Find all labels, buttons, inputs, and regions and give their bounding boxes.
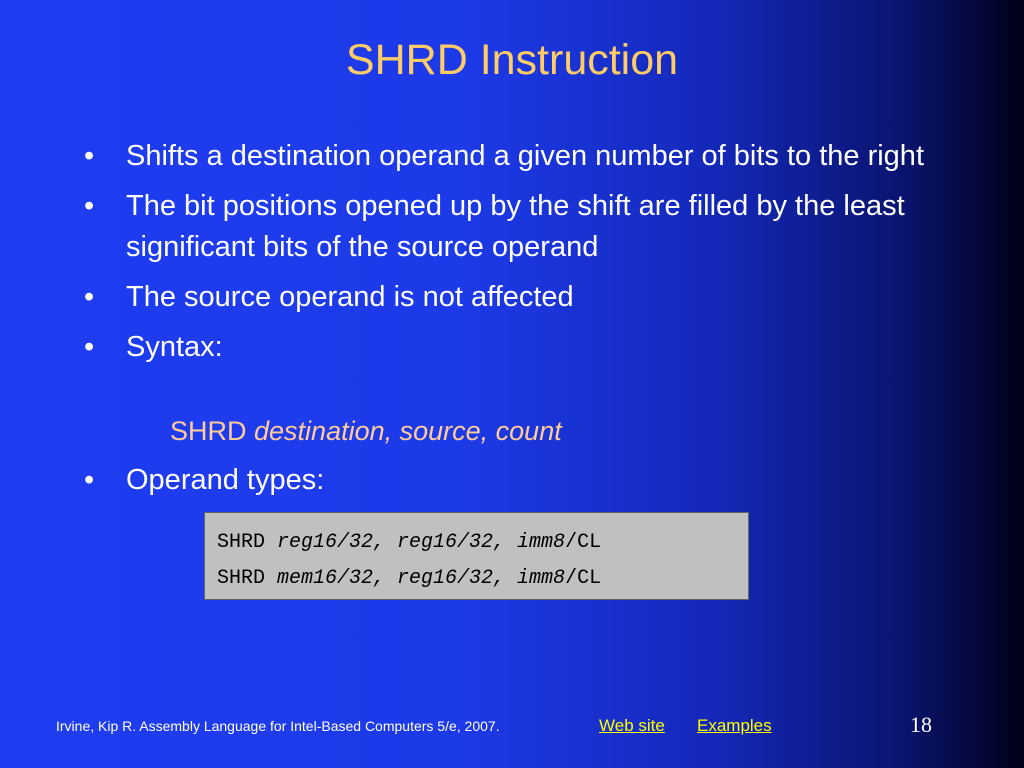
slide-title: SHRD Instruction bbox=[345, 36, 679, 84]
code-suffix: /CL bbox=[565, 531, 602, 554]
bullet-item bbox=[84, 327, 954, 368]
code-line bbox=[217, 525, 748, 561]
syntax-line bbox=[170, 413, 562, 449]
bullet-icon: • bbox=[84, 464, 95, 496]
web-site-link[interactable]: Web site bbox=[599, 716, 665, 735]
syntax-args: destination, source, count bbox=[254, 416, 562, 446]
bullet-icon: • bbox=[84, 140, 95, 172]
code-args: mem16/32, reg16/32, imm8 bbox=[277, 567, 566, 590]
code-args: reg16/32, reg16/32, imm8 bbox=[277, 531, 566, 554]
bullet-text: The source operand is not affected bbox=[126, 281, 574, 313]
bullet-icon: • bbox=[84, 190, 95, 222]
code-suffix: /CL bbox=[565, 567, 602, 590]
bullet-list bbox=[84, 136, 954, 377]
bullet-text: Operand types: bbox=[126, 464, 325, 496]
bullet-item bbox=[84, 277, 954, 318]
syntax-keyword: SHRD bbox=[170, 416, 255, 446]
footer-citation: Irvine, Kip R. Assembly Language for Intel-Based Computers 5/e, 2007. bbox=[56, 718, 500, 734]
bullet-text: Shifts a destination operand a given number of bits to the right bbox=[126, 140, 924, 172]
code-op: SHRD bbox=[217, 567, 278, 590]
bullet-item bbox=[84, 460, 954, 501]
bullet-list-operands bbox=[84, 460, 954, 510]
bullet-item bbox=[84, 186, 954, 268]
operand-types-box bbox=[204, 512, 749, 600]
bullet-item bbox=[84, 136, 954, 177]
page-number: 18 bbox=[910, 712, 932, 737]
bullet-icon: • bbox=[84, 331, 95, 363]
code-line bbox=[217, 561, 748, 597]
bullet-icon: • bbox=[84, 281, 95, 313]
bullet-text: The bit positions opened up by the shift are filled by the least significant bits of the source operand bbox=[126, 190, 905, 263]
code-op: SHRD bbox=[217, 531, 278, 554]
bullet-text: Syntax: bbox=[126, 331, 223, 363]
examples-link[interactable]: Examples bbox=[697, 716, 772, 735]
